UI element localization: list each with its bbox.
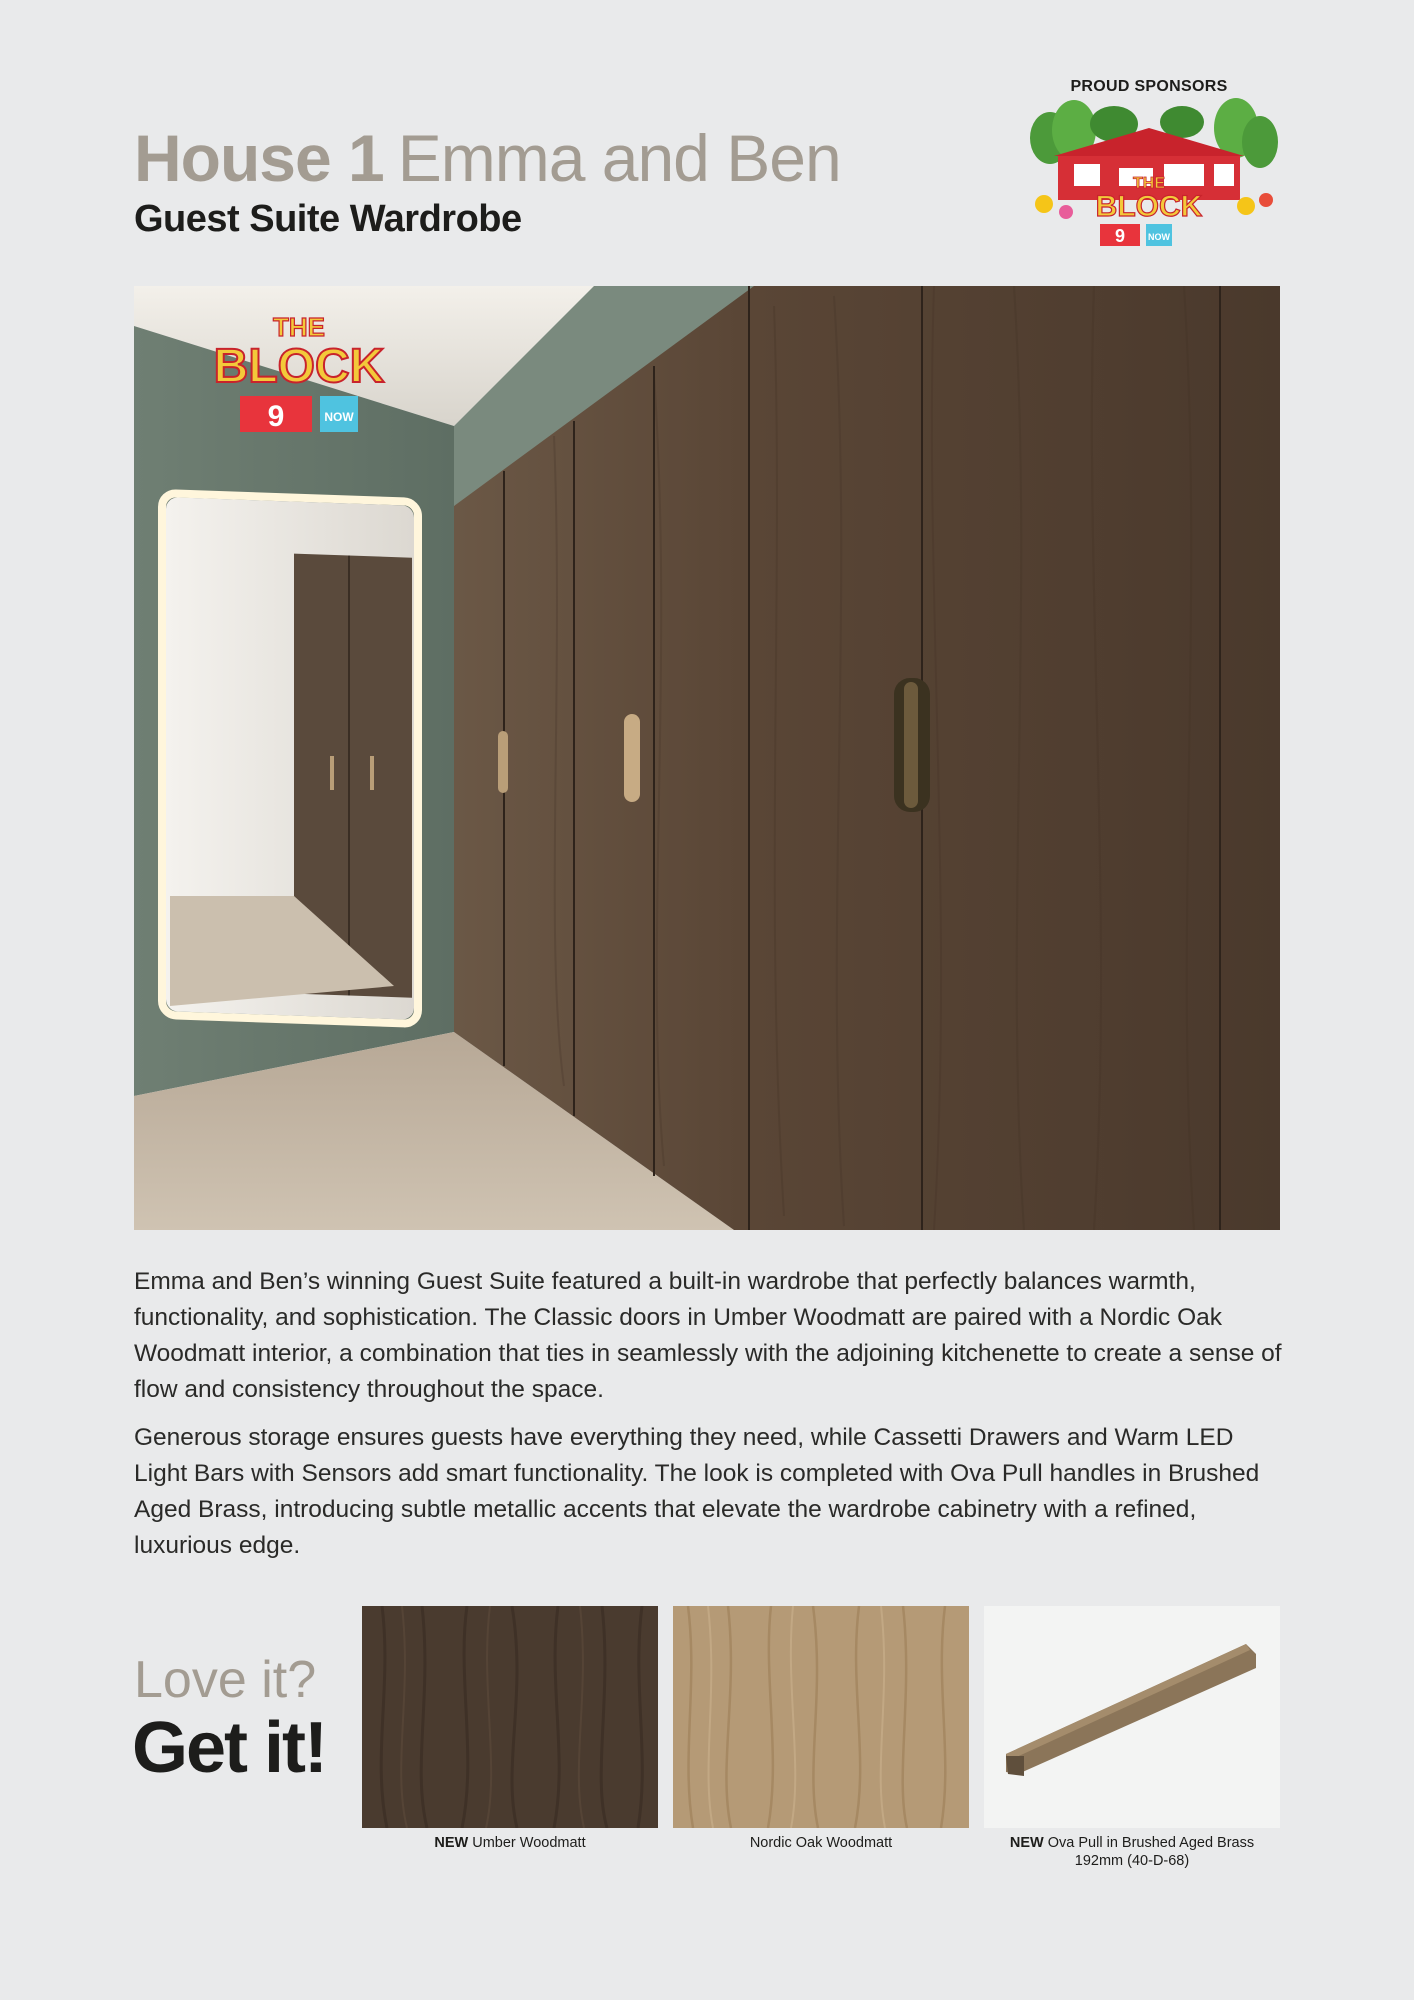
hero-nine-text: 9 bbox=[267, 400, 285, 433]
the-block-house-logo bbox=[1014, 76, 1284, 256]
wardrobe-illustration bbox=[134, 286, 1280, 1230]
product-caption-ova-pull bbox=[984, 1834, 1280, 1870]
description-paragraph-2: Generous storage ensures guests have everything they need, while Cassetti Drawers and Warm LED Light Bars with Sensors add smart functionality. The look is completed with Ova Pull handles in Brushed Aged Brass, introducing subtle metallic accents that elevate the wardrobe cabinetry with a refined, luxurious edge. bbox=[134, 1424, 1260, 1559]
sponsor-label: PROUD SPONSORS bbox=[1070, 78, 1228, 95]
new-badge: NEW bbox=[434, 1835, 469, 1851]
love-it-heading: Love it? bbox=[134, 1651, 317, 1709]
sponsor-now-text: NOW bbox=[1148, 232, 1170, 242]
get-it-heading: Get it! bbox=[132, 1708, 326, 1788]
hero-the-text: THE bbox=[273, 312, 325, 342]
description bbox=[134, 1264, 1284, 1576]
description-paragraph-1: Emma and Ben’s winning Guest Suite featured a built-in wardrobe that perfectly balances warmth, functionality, and sophistication. The Classic doors in Umber Woodmatt are paired with a Nordic Oak Woodmatt interior, a combination that ties in seamlessly with the adjoining kitchenette to create a sense of flow and consistency throughout the space. bbox=[134, 1268, 1282, 1403]
page-subtitle: Guest Suite Wardrobe bbox=[134, 198, 522, 240]
house-number: House 1 bbox=[134, 121, 384, 195]
contestant-names: Emma and Ben bbox=[397, 121, 841, 195]
product-detail: 192mm (40-D-68) bbox=[1074, 1853, 1190, 1869]
ova-pull-handle-drawing bbox=[984, 1606, 1280, 1828]
product-name: Nordic Oak Woodmatt bbox=[749, 1835, 893, 1851]
product-name: Umber Woodmatt bbox=[472, 1835, 586, 1851]
nordic-oak-texture bbox=[673, 1606, 969, 1828]
product-caption-nordic-oak bbox=[673, 1834, 969, 1852]
new-badge: NEW bbox=[1009, 1835, 1044, 1851]
sponsor-badge bbox=[1014, 76, 1284, 256]
sponsor-the-text: THE bbox=[1133, 175, 1165, 192]
hero-block-text: BLOCK bbox=[213, 340, 385, 393]
ova-pull-handle-image bbox=[984, 1606, 1280, 1828]
page-title bbox=[134, 118, 841, 198]
product-name: Ova Pull in Brushed Aged Brass bbox=[1047, 1835, 1255, 1851]
nordic-oak-swatch bbox=[673, 1606, 969, 1828]
wardrobe-photo bbox=[134, 286, 1280, 1230]
sponsor-nine-text: 9 bbox=[1114, 226, 1126, 246]
umber-texture bbox=[362, 1606, 658, 1828]
sponsor-block-text: BLOCK bbox=[1095, 190, 1203, 223]
umber-woodmatt-swatch bbox=[362, 1606, 658, 1828]
product-caption-umber bbox=[362, 1834, 658, 1852]
hero-now-text: NOW bbox=[324, 410, 354, 424]
